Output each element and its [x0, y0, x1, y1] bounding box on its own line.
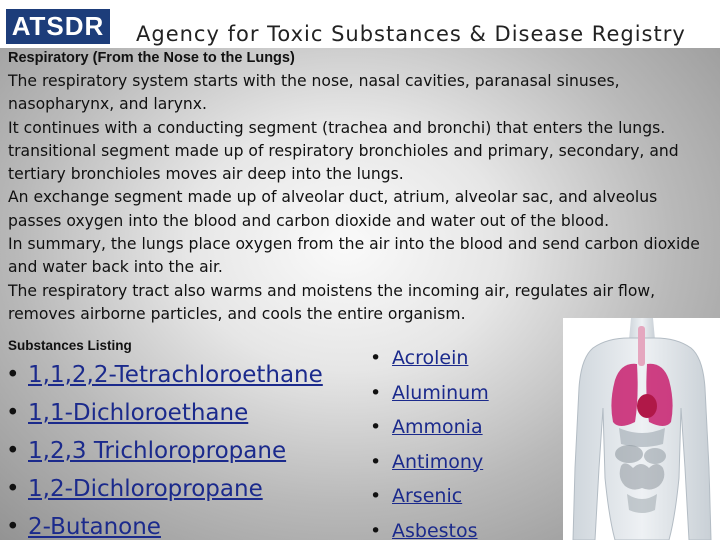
bullet: •: [6, 470, 28, 508]
bullet: •: [6, 508, 28, 546]
bullet: •: [6, 432, 28, 470]
list-item: [6, 470, 323, 508]
paragraph: In summary, the lungs place oxygen from the air into the blood and send carbon dioxide and water back into the air.: [8, 233, 713, 280]
list-item: [370, 514, 489, 548]
substance-link[interactable]: 1,1-Dichloroethane: [28, 400, 248, 426]
bullet: •: [370, 445, 392, 480]
bullet: •: [370, 376, 392, 411]
substance-link[interactable]: Antimony: [392, 451, 483, 473]
list-item: [6, 356, 323, 394]
human-anatomy-icon: [563, 318, 720, 540]
header: [0, 0, 720, 52]
substance-link[interactable]: 1,2-Dichloropropane: [28, 476, 263, 502]
substance-link[interactable]: Arsenic: [392, 485, 462, 507]
substances-listing-title: Substances Listing: [8, 338, 132, 353]
substance-link[interactable]: Ammonia: [392, 416, 483, 438]
substance-link[interactable]: 1,2,3 Trichloropropane: [28, 438, 286, 464]
paragraph: It continues with a conducting segment (trachea and bronchi) that enters the lungs.: [8, 117, 713, 140]
list-item: [370, 341, 489, 376]
list-item: [370, 479, 489, 514]
paragraph: The respiratory tract also warms and moistens the incoming air, regulates air flow, removes airborne particles, and cools the entire organism.: [8, 280, 713, 327]
list-item: [6, 394, 323, 432]
atsdr-logo[interactable]: ATSDR: [6, 9, 110, 44]
list-item: [370, 445, 489, 480]
description-text: [8, 70, 713, 326]
substance-link[interactable]: Aluminum: [392, 382, 489, 404]
substances-list-left: [6, 356, 323, 546]
list-item: [6, 508, 323, 546]
bullet: •: [370, 341, 392, 376]
substance-link[interactable]: 2-Butanone: [28, 514, 161, 540]
anatomy-figure: [563, 318, 720, 540]
list-item: [370, 376, 489, 411]
slide-content: [0, 48, 720, 540]
substances-list-right: [370, 341, 489, 548]
agency-title: Agency for Toxic Substances & Disease Registry: [136, 22, 686, 46]
bullet: •: [6, 356, 28, 394]
substance-link[interactable]: Asbestos: [392, 520, 478, 542]
paragraph: transitional segment made up of respiratory bronchioles and primary, secondary, and tertiary bronchioles moves air deep into the lungs.: [8, 140, 713, 187]
list-item: [370, 410, 489, 445]
substance-link[interactable]: 1,1,2,2-Tetrachloroethane: [28, 362, 323, 388]
bullet: •: [370, 514, 392, 548]
bullet: •: [6, 394, 28, 432]
paragraph: The respiratory system starts with the nose, nasal cavities, paranasal sinuses, nasopharynx, and larynx.: [8, 70, 713, 117]
bullet: •: [370, 410, 392, 445]
substance-link[interactable]: Acrolein: [392, 347, 468, 369]
paragraph: An exchange segment made up of alveolar duct, atrium, alveolar sac, and alveolus passes oxygen into the blood and carbon dioxide and water out of the blood.: [8, 186, 713, 233]
section-title: Respiratory (From the Nose to the Lungs): [8, 50, 295, 66]
list-item: [6, 432, 323, 470]
bullet: •: [370, 479, 392, 514]
